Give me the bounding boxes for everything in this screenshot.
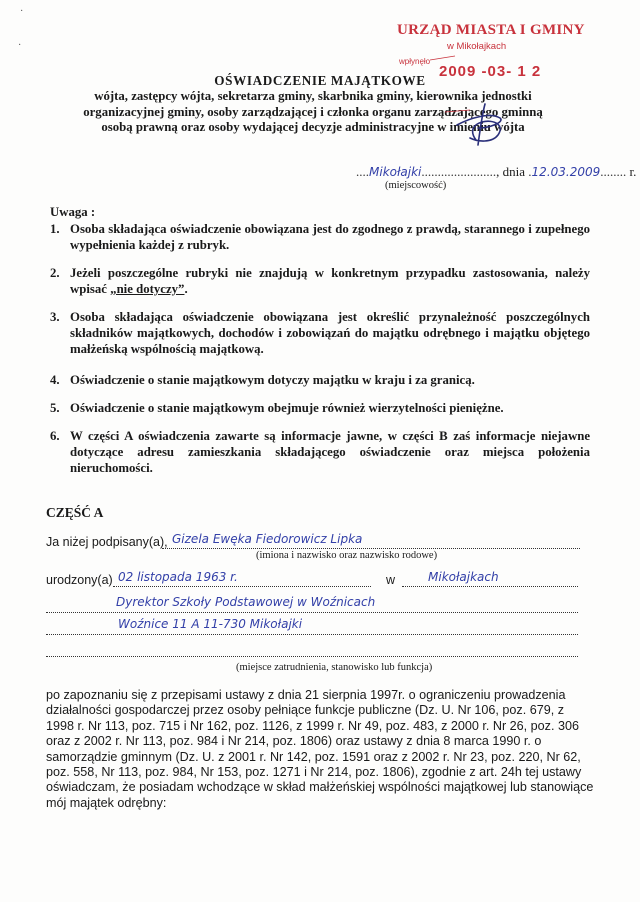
document-title: OŚWIADCZENIE MAJĄTKOWE [214, 73, 426, 88]
name-value: Gizela Ewęka Fiedorowicz Lipka [172, 532, 363, 546]
scan-mark: · [20, 6, 24, 17]
signed-label: Ja niżej podpisany(a), [46, 535, 168, 549]
note-item: 5. Oświadczenie o stanie majątkowym obejmuje również wierzytelności pieniężne. [50, 401, 504, 415]
born-in-label: w [386, 573, 396, 587]
scan-mark: · [18, 40, 22, 51]
place-caption: (miejscowość) [385, 180, 447, 191]
note-item: 4. Oświadczenie o stanie majątkowym dotyczy majątku w kraju i za granicą. [50, 373, 475, 387]
note-item: 2. Jeżeli poszczególne rubryki nie znajdują w konkretnym przypadku zastosowania, należy wpisać „nie dotyczy”. [50, 266, 590, 296]
place-date-line: ....Mikołajki......................., dnia .12.03.2009........ r. [356, 164, 637, 179]
place-value: Mikołajki [369, 165, 422, 179]
born-date-value: 02 listopada 1963 r. [118, 570, 238, 584]
legal-paragraph: po zapoznaniu się z przepisami ustawy z dnia 21 sierpnia 1997r. o ograniczeniu prowadzenia działalności gospodarczej przez osoby pełniące funkcje publiczne (Dz. U. Nr 106, poz. 679, z 1998 r. Nr 113, poz. 715 i Nr 162, poz. 1126, z 1999 r. Nr 49, poz. 483, z 2000 r. Nr 26, poz. 306 oraz z 2002 r. Nr 113, poz. 984 i Nr 214, poz. 1806) oraz ustawy z dnia 8 marca 1990 r. o samorządzie gminnym (Dz. U. z 2001 r. Nr 142, poz. 1591 oraz z 2002 r. Nr 23, poz. 220, Nr 62, poz. 558, Nr 113, poz. 984, Nr 153, poz. 1271 i Nr 214, poz. 1806), zgodnie z art. 24h tej ustawy oświadczam, że posiadam wchodzące w skład małżeńskiej wspólności majątkowej lub stanowiące mój majątek odrębny: [46, 688, 594, 810]
stamp-office-location: w Mikołajkach [447, 41, 507, 52]
work-caption: (miejsce zatrudnienia, stanowisko lub funkcja) [236, 662, 433, 673]
notes-heading: Uwaga : [50, 205, 96, 219]
document-subtitle: wójta, zastępcy wójta, sekretarza gminy, skarbnika gminy, kierownika jednostki organizacyjnej gminy, osoby zarządzającej i członka organu zarządzającego gminną osobą prawną oraz osoby wydającej decyzje administracyjne w imieniu wójta [83, 89, 543, 134]
work-line-1: Dyrektor Szkoły Podstawowej w Woźnicach [116, 595, 376, 609]
born-label: urodzony(a) [46, 573, 113, 587]
stamp-received-date: 2009 -03- 1 2 [439, 63, 542, 80]
note-item: 3. Osoba składająca oświadczenie obowiązana jest określić przynależność poszczególnych składników majątkowych, dochodów i zobowiązań do majątku odrębnego i majątku objętego małżeńską wspólnością majątkową. [50, 310, 590, 356]
section-a-heading: CZĘŚĆ A [46, 505, 104, 520]
note-item: 6. W części A oświadczenia zawarte są informacje jawne, w części B zaś informacje niejawne dotyczące adresu zamieszkania składającego oświadczenie oraz miejsca położenia nieruchomości. [50, 429, 590, 475]
work-dotted-line [46, 642, 578, 657]
born-place-value: Mikołajkach [428, 570, 499, 584]
name-dotted-line [162, 536, 580, 549]
note-item: 1. Osoba składająca oświadczenie obowiązana jest do zgodnego z prawdą, starannego i zupełnego wypełnienia każdej z rubryk. [50, 222, 590, 252]
date-label: , dnia [496, 164, 526, 179]
work-line-2: Woźnice 11 A 11-730 Mikołajki [118, 617, 303, 631]
stamp-received-label: wpłynęło [399, 57, 431, 66]
date-value: 12.03.2009 [531, 165, 601, 179]
stamp-office-name: URZĄD MIASTA I GMINY [397, 22, 585, 38]
name-caption: (imiona i nazwisko oraz nazwisko rodowe) [256, 550, 438, 561]
